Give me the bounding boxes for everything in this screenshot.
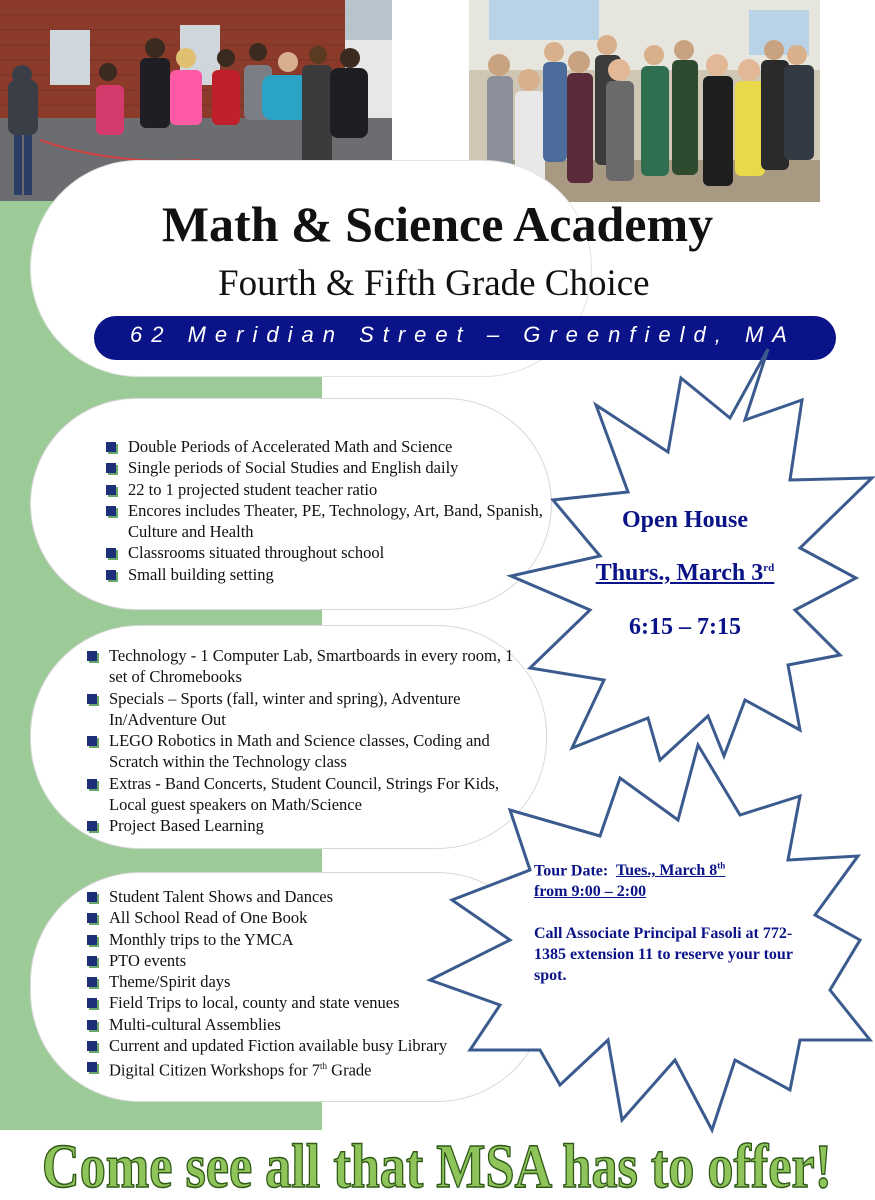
- open-house-heading: Open House: [621, 507, 749, 533]
- list-item: Classrooms situated throughout school: [106, 542, 556, 563]
- list-item: Current and updated Fiction available busy Library: [87, 1035, 527, 1056]
- list-item: Student Talent Shows and Dances: [87, 886, 527, 907]
- tour-date-line: Tour Date: Tues., March 8th: [534, 861, 726, 880]
- page-subtitle: Fourth & Fifth Grade Choice: [218, 263, 650, 304]
- list-item: 22 to 1 projected student teacher ratio: [106, 479, 556, 500]
- list-item: Project Based Learning: [87, 815, 527, 836]
- tour-info: [534, 856, 814, 986]
- tour-time-line: from 9:00 – 2:00: [534, 883, 647, 901]
- list-item: Technology - 1 Computer Lab, Smartboards in every room, 1 set of Chromebooks: [87, 645, 527, 688]
- page-title: Math & Science Academy: [161, 196, 714, 252]
- list-item: LEGO Robotics in Math and Science classes, Coding and Scratch within the Technology class: [87, 730, 527, 773]
- footer-slogan: [0, 1105, 875, 1200]
- footer-text: Come see all that MSA has to offer!: [42, 1133, 832, 1200]
- list-item: Monthly trips to the YMCA: [87, 929, 527, 950]
- open-house-starburst: [511, 349, 872, 760]
- list-item: Field Trips to local, county and state venues: [87, 992, 527, 1013]
- list-item: Theme/Spirit days: [87, 971, 527, 992]
- list-item: PTO events: [87, 950, 527, 971]
- open-house-time: 6:15 – 7:15: [629, 614, 741, 640]
- list-item: Encores includes Theater, PE, Technology, Art, Band, Spanish, Culture and Health: [106, 500, 556, 543]
- list-item: Digital Citizen Workshops for 7th Grade: [87, 1056, 527, 1081]
- open-house-date: Thurs., March 3rd: [595, 560, 775, 586]
- list-item: All School Read of One Book: [87, 907, 527, 928]
- list-item: Multi-cultural Assemblies: [87, 1014, 527, 1035]
- list-item: Extras - Band Concerts, Student Council, Strings For Kids, Local guest speakers on Math/Science: [87, 773, 527, 816]
- tour-call-text: Call Associate Principal Fasoli at 772-1385 extension 11 to reserve your tour spot.: [534, 925, 793, 985]
- list-item: Double Periods of Accelerated Math and Science: [106, 436, 556, 457]
- list-item: Small building setting: [106, 564, 556, 585]
- list-item: Single periods of Social Studies and English daily: [106, 457, 556, 478]
- address-bar: 62 Meridian Street – Greenfield, MA: [94, 316, 836, 360]
- list-item: Specials – Sports (fall, winter and spring), Adventure In/Adventure Out: [87, 688, 527, 731]
